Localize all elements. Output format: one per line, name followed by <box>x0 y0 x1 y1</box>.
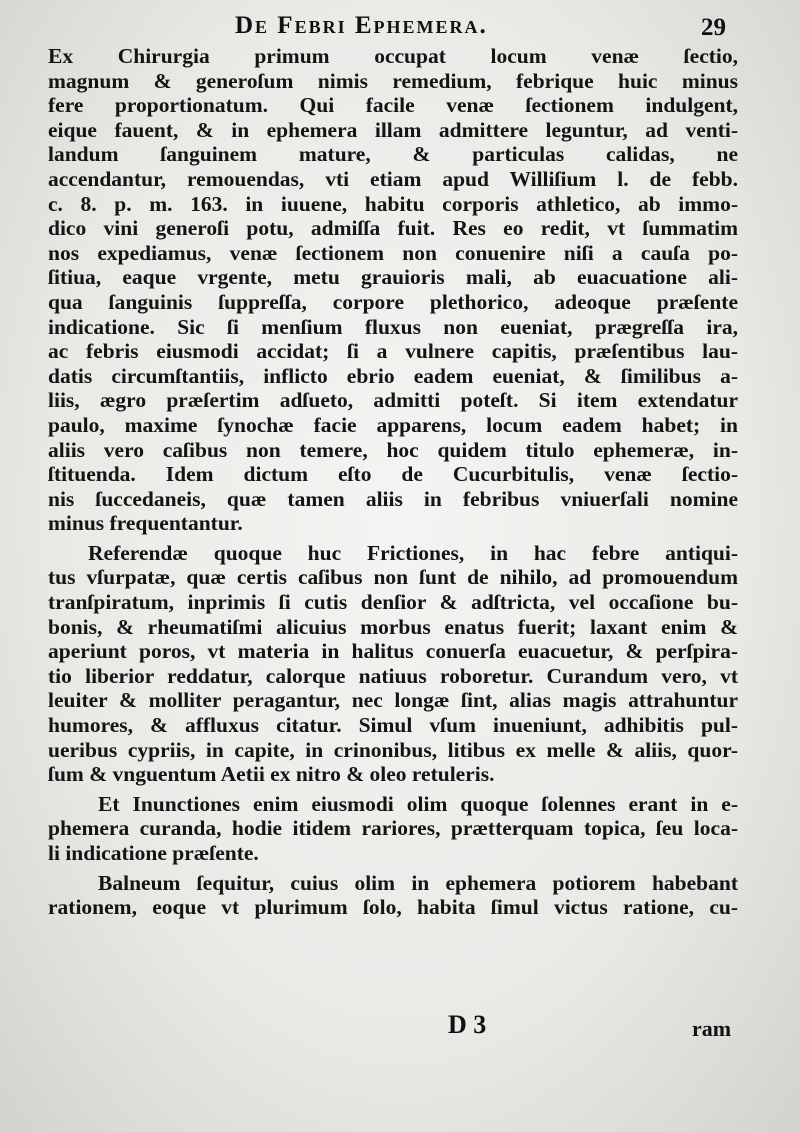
text-line: leuiter & molliter peragantur, nec longæ ſint, alias magis attrahuntur <box>48 688 738 713</box>
text-line: Et Inunctiones enim eiusmodi olim quoque ſolennes erant in e- <box>98 791 738 816</box>
text-line: tranſpiratum, inprimis ſi cutis denſior & adſtricta, vel occaſione bu- <box>48 590 738 615</box>
text-line: liis, ægro præſertim adſueto, admitti poteſt. Si item extendatur <box>48 388 738 413</box>
text-line: c. 8. p. m. 163. in iuuene, habitu corporis athletico, ab immo- <box>48 191 738 216</box>
text-line: fere proportionatum. Qui facile venæ ſectionem indulgent, <box>48 93 738 118</box>
text-line: humores, & affluxus citatur. Simul vſum inueniunt, adhibitis pul- <box>48 713 738 738</box>
text-line: nis ſuccedaneis, quæ tamen aliis in febribus vniuerſali nomine <box>48 486 738 511</box>
paragraph-balneum <box>48 871 738 920</box>
text-line: Ex Chirurgia primum occupat locum venæ ſectio, <box>48 44 738 68</box>
text-line: landum ſanguinem mature, & particulas calidas, ne <box>48 142 738 167</box>
text-line: aperiunt poros, vt materia in halitus conuerſa euacuetur, & perſpira- <box>48 639 738 664</box>
text-line: Referendæ quoque huc Frictiones, in hac febre antiqui- <box>88 540 738 565</box>
text-line: nos expediamus, venæ ſectionem non conuenire niſi a cauſa po- <box>48 240 738 265</box>
text-line: accendantur, remouendas, vti etiam apud Williſium l. de febb. <box>48 166 738 191</box>
text-line: ueribus cypriis, in capite, in crinonibus, litibus ex melle & aliis, quor- <box>48 737 738 762</box>
text-line: rationem, eoque vt plurimum ſolo, habita ſimul victus ratione, cu- <box>48 895 738 920</box>
page-number: 29 <box>701 14 726 41</box>
text-line: magnum & generoſum nimis remedium, febrique huic minus <box>48 68 738 93</box>
text-line: indicatione. Sic ſi menſium fluxus non eueniat, prægreſſa ira, <box>48 314 738 339</box>
text-line: li indicatione præſente. <box>48 841 259 865</box>
text-line: aliis vero caſibus non temere, hoc quidem titulo ephemeræ, in- <box>48 437 738 462</box>
text-line: dico vini generoſi potu, admiſſa fuit. Res eo redit, vt ſummatim <box>48 216 738 241</box>
text-line: eique fauent, & in ephemera illam admittere leguntur, ad venti- <box>48 117 738 142</box>
text-line: bonis, & rheumatiſmi alicuius morbus enatus fuerit; laxant enim & <box>48 614 738 639</box>
text-line: ſtituenda. Idem dictum eſto de Cucurbitulis, venæ ſectio- <box>48 462 738 487</box>
running-head-title: De Febri Ephemera. <box>235 12 488 39</box>
body-text <box>48 44 738 920</box>
catchword: ram <box>692 1016 732 1041</box>
text-line: qua ſanguinis ſuppreſſa, corpore plethorico, adeoque præſente <box>48 289 738 314</box>
paragraph-frictiones <box>48 541 738 787</box>
text-line: ac febris eiusmodi accidat; ſi a vulnere capitis, præſentibus lau- <box>48 339 738 364</box>
text-line: datis circumſtantiis, inflicto ebrio eadem eueniat, & ſimilibus a- <box>48 363 738 388</box>
text-line: paulo, maxime ſynochæ facie apparens, locum eadem habet; in <box>48 412 738 437</box>
signature-mark: D 3 <box>448 1010 487 1039</box>
paragraph-venesection <box>48 44 738 536</box>
text-line: tio liberior reddatur, calorque natiuus roboretur. Curandum vero, vt <box>48 663 738 688</box>
text-line: tus vſurpatæ, quæ certis caſibus non ſunt de nihilo, ad promouendum <box>48 565 738 590</box>
text-line: Balneum ſequitur, cuius olim in ephemera potiorem habebant <box>98 870 738 895</box>
text-line: phemera curanda, hodie itidem rariores, prætterquam topica, ſeu loca- <box>48 816 738 841</box>
text-line: ſitiua, eaque vrgente, metu grauioris mali, ab euacuatione ali- <box>48 265 738 290</box>
text-line: minus frequentantur. <box>48 511 243 536</box>
paragraph-inunctiones <box>48 792 738 866</box>
text-line: ſum & vnguentum Aetii ex nitro & oleo retuleris. <box>48 762 495 787</box>
